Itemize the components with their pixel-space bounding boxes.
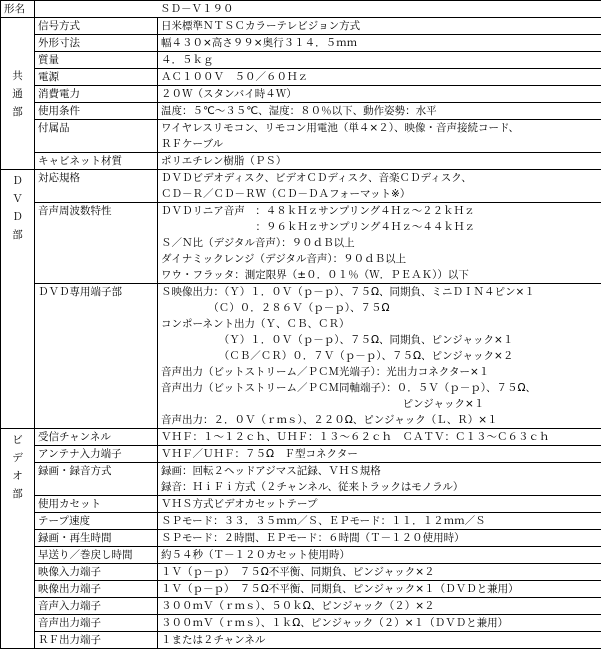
spec-label: ＤＶＤ専用端子部 bbox=[35, 284, 158, 429]
spec-value-line: ＶＨＦ：１～１２ｃｈ、ＵＨＦ：１３～６２ｃｈ ＣＡＴＶ：Ｃ１３～Ｃ６３ｃｈ bbox=[161, 431, 550, 443]
spec-value-line: １Ｖ（ｐ－ｐ） ７５Ω不平衡、同期負、ピンジャック×２ bbox=[161, 566, 435, 578]
spec-label: 信号方式 bbox=[35, 18, 158, 35]
spec-value-line: １Ｖ（ｐ－ｐ） ７５Ω不平衡、同期負、ピンジャック×１（ＤＶＤと兼用） bbox=[161, 583, 519, 595]
spec-value bbox=[158, 69, 601, 86]
spec-row bbox=[1, 446, 601, 463]
spec-value-line: ３００ｍＶ（ｒｍｓ）、５０ｋΩ、ピンジャック（２）×２ bbox=[161, 600, 435, 612]
spec-value-line: 音声出力（ビットストリーム／ＰＣＭ光端子）：光出力コネクター×１ bbox=[161, 366, 490, 378]
spec-row bbox=[1, 120, 601, 153]
spec-value-line: ２０Ｗ（スタンバイ時４Ｗ） bbox=[161, 88, 297, 100]
spec-row bbox=[1, 103, 601, 120]
section-char: 共 bbox=[12, 69, 23, 82]
spec-table-body bbox=[1, 1, 601, 649]
common-section-label bbox=[1, 18, 35, 170]
spec-value-line: コンポーネント出力（Ｙ、ＣＢ、ＣＲ） bbox=[161, 318, 350, 330]
spec-value-line: ＡＣ１００Ｖ ５０／６０Ｈｚ bbox=[161, 71, 308, 83]
spec-label: 使用条件 bbox=[35, 103, 158, 120]
spec-value-line: ＶＨＦ／ＵＨＦ：７５Ω Ｆ型コネクター bbox=[161, 448, 358, 460]
model-label: 形名 bbox=[1, 1, 35, 18]
spec-row bbox=[1, 284, 601, 429]
section-char: 部 bbox=[12, 105, 23, 118]
spec-value bbox=[158, 530, 601, 547]
spec-value-line: ダイナミックレンジ（デジタル音声）：９０ｄＢ以上 bbox=[161, 253, 407, 265]
spec-value bbox=[158, 86, 601, 103]
spec-value bbox=[158, 52, 601, 69]
spec-label: 映像出力端子 bbox=[35, 581, 158, 598]
spec-label: 早送り／巻戻し時間 bbox=[35, 547, 158, 564]
section-char: Ｄ bbox=[12, 211, 23, 223]
spec-label: 録画・再生時間 bbox=[35, 530, 158, 547]
spec-value-line: 幅４３０×高さ９９×奥行３１４．５ｍｍ bbox=[161, 37, 358, 49]
spec-value-line: ワウ・フラッタ：測定限界（±０．０１％（Ｗ．ＰＥＡＫ））以下 bbox=[161, 269, 469, 281]
video-section-label bbox=[1, 429, 35, 649]
spec-value-line: ＳＰモード：２時間、ＥＰモード：６時間（Ｔ－１２０使用時） bbox=[161, 532, 465, 544]
spec-label: 音声出力端子 bbox=[35, 615, 158, 632]
spec-value-line: 音声出力（ビットストリーム／ＰＣＭ同軸端子）：０．５Ｖ（ｐ－ｐ）、７５Ω、 bbox=[161, 382, 536, 394]
spec-value-line: （Ｃ）０．２８６Ｖ（ｐ－ｐ）、７５Ω bbox=[161, 302, 390, 314]
spec-value-line: 日米標準ＮＴＳＣカラーテレビジョン方式 bbox=[161, 20, 361, 32]
spec-row bbox=[1, 547, 601, 564]
section-char: 部 bbox=[12, 229, 23, 241]
spec-row bbox=[1, 203, 601, 284]
spec-row bbox=[1, 615, 601, 632]
spec-row bbox=[1, 18, 601, 35]
spec-value bbox=[158, 547, 601, 564]
spec-label: 録画・録音方式 bbox=[35, 463, 158, 496]
spec-value-line: ワイヤレスリモコン、リモコン用電池（単４×２）、映像・音声接続コード、 bbox=[161, 122, 520, 134]
section-char: Ｄ bbox=[12, 175, 23, 187]
section-char: Ｖ bbox=[12, 193, 23, 205]
spec-row bbox=[1, 581, 601, 598]
spec-value bbox=[158, 513, 601, 530]
spec-label: キャビネット材質 bbox=[35, 153, 158, 170]
spec-label: 消費電力 bbox=[35, 86, 158, 103]
spec-label: アンテナ入力端子 bbox=[35, 446, 158, 463]
spec-label: 電源 bbox=[35, 69, 158, 86]
section-char: オ bbox=[12, 470, 23, 482]
spec-label: ＲＦ出力端子 bbox=[35, 632, 158, 649]
spec-row bbox=[1, 564, 601, 581]
spec-value bbox=[158, 120, 601, 153]
spec-value-line: ：９６ｋＨｚサンプリング４Ｈｚ～４４ｋＨｚ bbox=[161, 221, 475, 233]
spec-value bbox=[158, 496, 601, 513]
spec-label: 付属品 bbox=[35, 120, 158, 153]
spec-value-line: １または２チャンネル bbox=[161, 634, 266, 646]
spec-row bbox=[1, 496, 601, 513]
spec-value-line: ポリエチレン樹脂（ＰＳ） bbox=[161, 155, 287, 167]
spec-row bbox=[1, 69, 601, 86]
spec-row bbox=[1, 35, 601, 52]
spec-value-line: 音声出力：２．０Ｖ（ｒｍｓ）、２２０Ω、ピンジャック（Ｌ、Ｒ）×１ bbox=[161, 414, 498, 426]
spec-value-line: ４．５ｋｇ bbox=[161, 54, 214, 66]
spec-row bbox=[1, 170, 601, 203]
spec-value bbox=[158, 446, 601, 463]
dvd-section-label bbox=[1, 170, 35, 429]
model-row bbox=[1, 1, 601, 18]
spec-value-line: （Ｙ）１．０Ｖ（ｐ－ｐ）、７５Ω、同期負、ピンジャック×１ bbox=[161, 334, 514, 346]
spec-value bbox=[158, 632, 601, 649]
spec-row bbox=[1, 513, 601, 530]
spec-label: 質量 bbox=[35, 52, 158, 69]
spec-label: テープ速度 bbox=[35, 513, 158, 530]
spec-row bbox=[1, 463, 601, 496]
spec-value bbox=[158, 429, 601, 446]
spec-label: 音声入力端子 bbox=[35, 598, 158, 615]
spec-label: 使用カセット bbox=[35, 496, 158, 513]
spec-value bbox=[158, 153, 601, 170]
spec-value-line: ＤＶＤリニア音声 ：４８ｋＨｚサンプリング４Ｈｚ～２２ｋＨｚ bbox=[161, 205, 475, 217]
spec-value-line: 録音：ＨｉＦｉ方式（２チャンネル、従来トラックはモノラル） bbox=[161, 481, 464, 493]
spec-value-line: ＳＰモード：３３．３５ｍｍ／Ｓ、ＥＰモード：１１．１２ｍｍ／Ｓ bbox=[161, 515, 486, 527]
model-value: ＳＤ－Ｖ１９０ bbox=[35, 1, 601, 18]
spec-row bbox=[1, 52, 601, 69]
spec-value-line: 約５４秒（Ｔ－１２０カセット使用時） bbox=[161, 549, 350, 561]
spec-row bbox=[1, 598, 601, 615]
spec-label: 対応規格 bbox=[35, 170, 158, 203]
spec-value bbox=[158, 170, 601, 203]
section-char: 通 bbox=[12, 87, 23, 100]
spec-label: 映像入力端子 bbox=[35, 564, 158, 581]
spec-value-line: ３００ｍＶ（ｒｍｓ）、１ｋΩ、ピンジャック（２）×１（ＤＶＤと兼用） bbox=[161, 617, 509, 629]
spec-value bbox=[158, 18, 601, 35]
spec-row bbox=[1, 530, 601, 547]
spec-value bbox=[158, 203, 601, 284]
spec-value bbox=[158, 564, 601, 581]
spec-value-line: 録画：回転２ヘッドアジマス記録、ＶＨＳ規格 bbox=[161, 465, 381, 477]
spec-value-line: ＶＨＳ方式ビデオカセットテープ bbox=[161, 498, 318, 510]
spec-value-line: （ＣＢ／ＣＲ）０．７Ｖ（ｐ－ｐ）、７５Ω、ピンジャック×２ bbox=[161, 350, 514, 362]
spec-value bbox=[158, 463, 601, 496]
section-char: 部 bbox=[12, 488, 23, 500]
spec-row bbox=[1, 153, 601, 170]
spec-value bbox=[158, 581, 601, 598]
spec-value-line: ＤＶＤビデオディスク、ビデオＣＤディスク、音楽ＣＤディスク、 bbox=[161, 172, 472, 184]
spec-value-line: ＲＦケーブル bbox=[161, 138, 224, 150]
section-char: ビ bbox=[12, 434, 23, 446]
spec-value bbox=[158, 598, 601, 615]
spec-value-line: ＣＤ－Ｒ／ＣＤ－ＲＷ（ＣＤ－ＤＡフォーマット※） bbox=[161, 188, 411, 200]
spec-value-line: Ｓ／Ｎ比（デジタル音声）：９０ｄＢ以上 bbox=[161, 237, 355, 249]
section-char: デ bbox=[12, 452, 23, 464]
spec-row bbox=[1, 632, 601, 649]
spec-row bbox=[1, 429, 601, 446]
spec-value-line: Ｓ映像出力：（Ｙ）１．０Ｖ（ｐ－ｐ）、７５Ω、同期負、ミニＤＩＮ４ピン×１ bbox=[161, 286, 535, 298]
spec-row bbox=[1, 86, 601, 103]
spec-value bbox=[158, 103, 601, 120]
spec-label: 外形寸法 bbox=[35, 35, 158, 52]
spec-label: 受信チャンネル bbox=[35, 429, 158, 446]
spec-value-line: ピンジャック×１ bbox=[161, 398, 485, 410]
spec-value bbox=[158, 35, 601, 52]
spec-label: 音声周波数特性 bbox=[35, 203, 158, 284]
spec-value-line: 温度：５℃～３５℃、湿度：８０％以下、動作姿勢：水平 bbox=[161, 105, 437, 117]
spec-value bbox=[158, 284, 601, 429]
spec-value bbox=[158, 615, 601, 632]
